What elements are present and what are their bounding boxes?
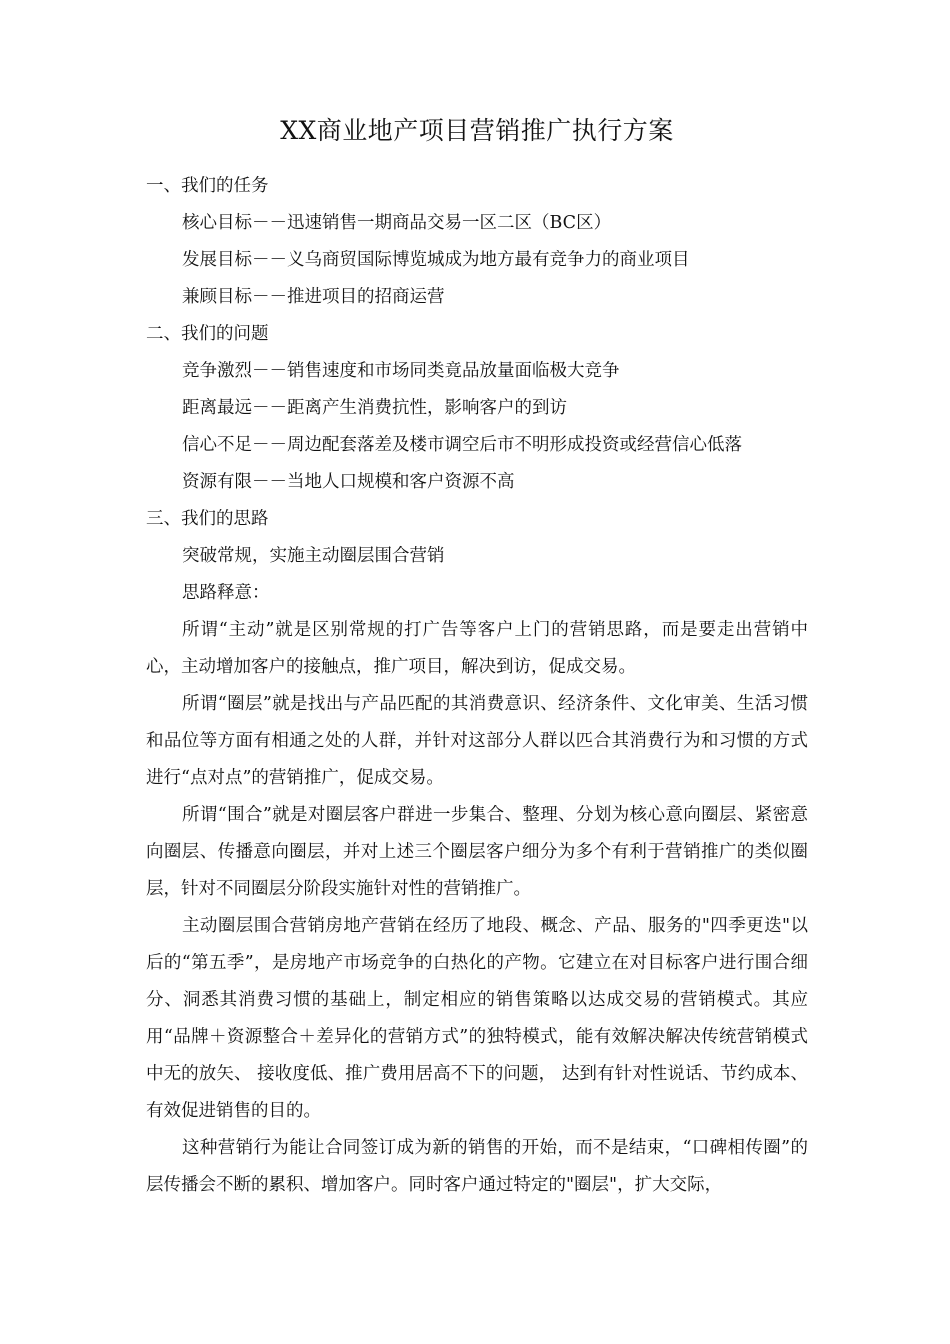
body-paragraph: 所谓“围合”就是对圈层客户群进一步集合、整理、分划为核心意向圈层、紧密意向圈层、传播意向圈层，并对上述三个圈层客户细分为多个有利于营销推广的类似圈层，针对不同圈层分阶段实施针对性的营销推广。	[146, 805, 808, 899]
body-paragraph: 所谓“主动”就是区别常规的打广告等客户上门的营销思路，而是要走出营销中心，主动增加客户的接触点，推广项目，解决到访，促成交易。	[146, 620, 808, 677]
section-heading: 三、我们的思路	[146, 509, 269, 529]
approach-item: 突破常规，实施主动圈层围合营销	[182, 546, 445, 566]
task-item: 发展目标－－义乌商贸国际博览城成为地方最有竞争力的商业项目	[182, 250, 690, 270]
task-item: 兼顾目标－－推进项目的招商运营	[182, 287, 445, 307]
problem-item: 信心不足－－周边配套落差及楼市调空后市不明形成投资或经营信心低落	[182, 435, 742, 455]
problem-item: 资源有限－－当地人口规模和客户资源不高	[182, 472, 515, 492]
approach-item: 思路释意：	[182, 583, 270, 603]
section-tasks	[146, 168, 808, 316]
section-approach	[146, 501, 808, 1204]
problem-item: 距离最远－－距离产生消费抗性，影响客户的到访	[182, 398, 567, 418]
document-title: XX商业地产项目营销推广执行方案	[280, 116, 674, 145]
task-item: 核心目标－－迅速销售一期商品交易一区二区（BC区）	[182, 213, 612, 233]
body-paragraph: 主动圈层围合营销房地产营销在经历了地段、概念、产品、服务的"四季更迭"以后的“第五季”，是房地产市场竞争的白热化的产物。它建立在对目标客户进行围合细分、洞悉其消费习惯的基础上，制定相应的销售策略以达成交易的营销模式。其应用“品牌＋资源整合＋差异化的营销方式”的独特模式，能有效解决解决传统营销模式中无的放矢、 接收度低、推广费用居高不下的问题， 达到有针对性说话、节约成本、有效促进销售的目的。	[146, 916, 808, 1121]
body-paragraph: 所谓“圈层”就是找出与产品匹配的其消费意识、经济条件、文化审美、生活习惯和品位等方面有相通之处的人群，并针对这部分人群以匹合其消费行为和习惯的方式进行“点对点”的营销推广，促成交易。	[146, 694, 808, 788]
section-heading: 一、我们的任务	[146, 176, 269, 196]
section-problems	[146, 316, 808, 501]
body-paragraph: 这种营销行为能让合同签订成为新的销售的开始，而不是结束，“口碑相传圈”的层传播会不断的累积、增加客户。同时客户通过特定的"圈层"，扩大交际，	[146, 1138, 808, 1195]
problem-item: 竞争激烈－－销售速度和市场同类竟品放量面临极大竞争	[182, 361, 620, 381]
document-body	[146, 110, 808, 1204]
section-heading: 二、我们的问题	[146, 324, 269, 344]
